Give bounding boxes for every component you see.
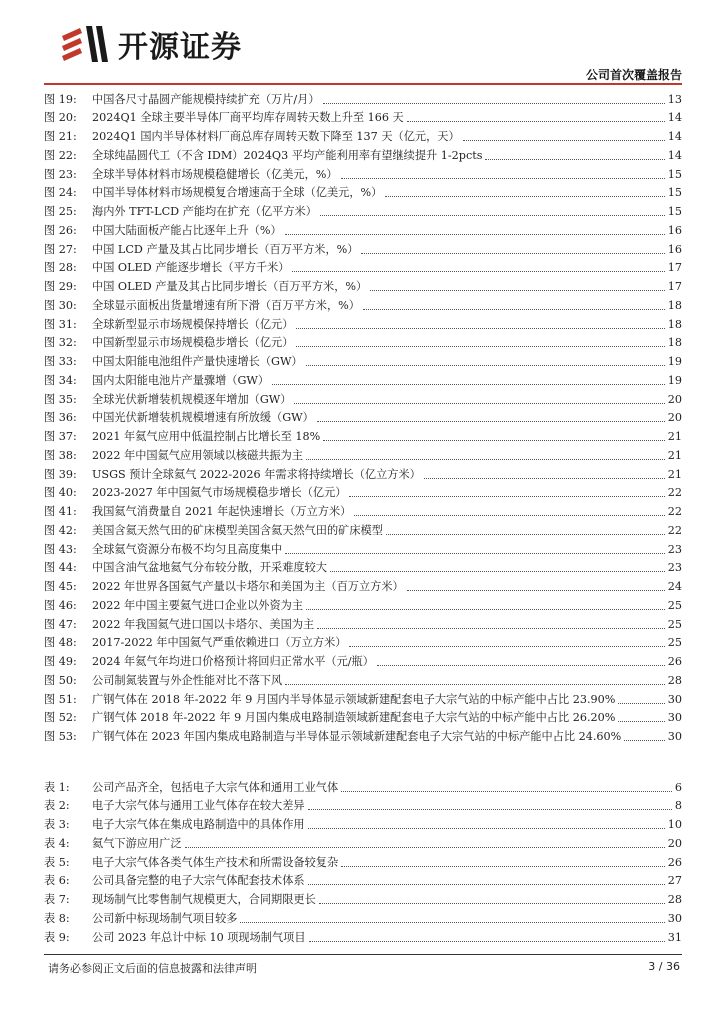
figure-number: 图 47: (44, 617, 77, 631)
figure-title: 中国新型显示市场规模稳步增长（亿元） (92, 336, 294, 350)
figure-title: 国内太阳能电池片产量骤增（GW） (92, 373, 270, 387)
dot-leader (309, 940, 665, 942)
figure-page-number: 19 (667, 373, 682, 387)
figure-entry[interactable] (44, 726, 682, 745)
dot-leader (363, 308, 665, 310)
figure-number: 图 21: (44, 130, 77, 144)
figure-page-number: 15 (667, 167, 682, 181)
figure-entry[interactable] (44, 444, 682, 463)
figure-number: 图 48: (44, 636, 77, 650)
figure-page-number: 15 (667, 186, 682, 200)
figure-number: 图 50: (44, 673, 77, 687)
dot-leader (407, 120, 665, 122)
figure-number: 图 19: (44, 92, 77, 106)
footer-disclaimer: 请务必参阅正文后面的信息披露和法律声明 (48, 962, 257, 975)
table-entry[interactable] (44, 776, 682, 795)
figure-number: 图 24: (44, 186, 77, 200)
dot-leader (317, 627, 665, 629)
table-entry[interactable] (44, 889, 682, 908)
page-header (0, 0, 724, 84)
figure-page-number: 30 (667, 692, 682, 706)
figure-page-number: 23 (667, 561, 682, 575)
dot-leader (624, 739, 664, 741)
figure-title: 全球光伏新增装机规模逐年增加（GW） (92, 392, 292, 406)
figure-entry[interactable] (44, 576, 682, 595)
dot-leader (323, 439, 664, 441)
dot-leader (285, 233, 665, 235)
table-entry[interactable] (44, 870, 682, 889)
table-entry[interactable] (44, 832, 682, 851)
figure-entry[interactable] (44, 538, 682, 557)
figure-page-number: 17 (667, 261, 682, 275)
figure-page-number: 21 (667, 467, 682, 481)
figure-number: 图 41: (44, 505, 77, 519)
figure-number: 图 28: (44, 261, 77, 275)
figure-title: 2022 年中国氦气应用领域以核磁共振为主 (92, 448, 304, 462)
table-entry[interactable] (44, 926, 682, 945)
dot-leader (319, 902, 665, 904)
dot-leader (285, 683, 665, 685)
dot-leader (349, 495, 664, 497)
figure-number: 图 37: (44, 430, 77, 444)
dot-leader (377, 664, 665, 666)
figure-number: 图 44: (44, 561, 77, 575)
table-title: 电子大宗气体在集成电路制造中的具体作用 (92, 818, 305, 832)
figure-number: 图 26: (44, 223, 77, 237)
figure-number: 图 27: (44, 242, 77, 256)
figure-number: 图 35: (44, 392, 77, 406)
dot-leader (341, 177, 665, 179)
table-title: 氦气下游应用广泛 (92, 836, 182, 850)
figure-number: 图 34: (44, 373, 77, 387)
figure-page-number: 18 (667, 298, 682, 312)
table-page-number: 8 (674, 799, 682, 813)
dot-leader (296, 345, 664, 347)
figure-page-number: 18 (667, 317, 682, 331)
figure-number: 图 46: (44, 598, 77, 612)
dot-leader (341, 865, 665, 867)
table-entry[interactable] (44, 814, 682, 833)
figure-number: 图 36: (44, 411, 77, 425)
figure-title: 广钢气体在 2018 年-2022 年 9 月国内半导体显示领域新建配套电子大宗气站的中标产能中占比 23.90% (92, 692, 616, 706)
table-page-number: 31 (667, 930, 682, 944)
figure-page-number: 18 (667, 336, 682, 350)
dot-leader (308, 808, 672, 810)
table-title: 公司新中标现场制气项目较多 (92, 911, 238, 925)
figure-entry[interactable] (44, 669, 682, 688)
figure-page-number: 16 (667, 242, 682, 256)
figure-entry[interactable] (44, 313, 682, 332)
figure-entry[interactable] (44, 182, 682, 201)
table-title: 公司产品齐全，包括电子大宗气体和通用工业气体 (92, 780, 339, 794)
header-divider (44, 83, 682, 85)
figure-page-number: 20 (667, 411, 682, 425)
logo-text: 开源证券 (118, 30, 242, 65)
table-entry[interactable] (44, 851, 682, 870)
figure-entry[interactable] (44, 351, 682, 370)
table-number: 表 3: (44, 818, 70, 832)
figure-title: 2022 年中国主要氦气进口企业以外资为主 (92, 598, 304, 612)
footer-divider (44, 954, 682, 955)
figure-page-number: 15 (667, 205, 682, 219)
figure-page-number: 21 (667, 430, 682, 444)
figure-entry[interactable] (44, 107, 682, 126)
table-entry[interactable] (44, 795, 682, 814)
figure-title: 全球显示面板出货量增速有所下滑（百万平方米，%） (92, 298, 360, 312)
figure-number: 图 52: (44, 711, 77, 725)
figure-entry[interactable] (44, 294, 682, 313)
figure-page-number: 20 (667, 392, 682, 406)
table-page-number: 30 (667, 911, 682, 925)
figure-title: 全球新型显示市场规模保持增长（亿元） (92, 317, 294, 331)
table-number: 表 1: (44, 780, 70, 794)
table-title: 现场制气比零售制气规模更大，合同期限更长 (92, 893, 316, 907)
figure-entry[interactable] (44, 426, 682, 445)
dot-leader (386, 533, 665, 535)
figure-title: 全球氦气资源分布极不均匀且高度集中 (92, 542, 283, 556)
table-page-number: 26 (667, 855, 682, 869)
figure-entry[interactable] (44, 707, 682, 726)
figure-page-number: 22 (667, 523, 682, 537)
dot-leader (349, 645, 664, 647)
table-number: 表 6: (44, 874, 70, 888)
figure-title: 中国太阳能电池组件产量快速增长（GW） (92, 355, 303, 369)
figure-entry[interactable] (44, 501, 682, 520)
figure-entry[interactable] (44, 276, 682, 295)
table-number: 表 9: (44, 930, 70, 944)
dot-leader (306, 608, 665, 610)
figure-entry[interactable] (44, 388, 682, 407)
figure-number: 图 33: (44, 355, 77, 369)
figure-number: 图 45: (44, 580, 77, 594)
figure-page-number: 30 (667, 730, 682, 744)
figure-entry[interactable] (44, 407, 682, 426)
dot-leader (618, 720, 664, 722)
figure-title: 2024Q1 国内半导体材料厂商总库存周转天数下降至 137 天（亿元，天） (92, 130, 460, 144)
figure-number: 图 31: (44, 317, 77, 331)
dot-leader (407, 589, 665, 591)
figure-page-number: 23 (667, 542, 682, 556)
figure-number: 图 43: (44, 542, 77, 556)
figure-page-number: 22 (667, 486, 682, 500)
figure-entry[interactable] (44, 238, 682, 257)
figure-title: 中国大陆面板产能占比逐年上升（%） (92, 223, 282, 237)
figure-entry[interactable] (44, 594, 682, 613)
dot-leader (361, 252, 664, 254)
figure-title: 2017-2022 年中国氦气严重依赖进口（万立方米） (92, 636, 347, 650)
figure-entry[interactable] (44, 482, 682, 501)
figure-number: 图 25: (44, 205, 77, 219)
figure-title: 全球纯晶圆代工（不含 IDM）2024Q3 平均产能利用率有望继续提升 1-2pcts (92, 148, 483, 162)
dot-leader (185, 846, 665, 848)
figure-title: 广钢气体 2018 年-2022 年 9 月国内集成电路制造领域新建配套电子大宗气站的中标产能中占比 26.20% (92, 711, 616, 725)
figure-page-number: 21 (667, 448, 682, 462)
figure-title: 中国 OLED 产量及其占比同步增长（百万平方米，%） (92, 280, 368, 294)
company-logo (58, 22, 242, 66)
figure-entry[interactable] (44, 163, 682, 182)
figure-page-number: 16 (667, 223, 682, 237)
figure-number: 图 53: (44, 730, 77, 744)
figure-title: 中国光伏新增装机规模增速有所放缓（GW） (92, 411, 314, 425)
figure-title: 公司制氮装置与外企性能对比不落下风 (92, 673, 283, 687)
figure-title: 2022 年我国氦气进口国以卡塔尔、美国为主 (92, 617, 315, 631)
figure-number: 图 23: (44, 167, 77, 181)
figure-number: 图 20: (44, 111, 77, 125)
figure-entry[interactable] (44, 369, 682, 388)
table-title: 电子大宗气体各类气体生产技术和所需设备较复杂 (92, 855, 339, 869)
dot-leader (463, 139, 665, 141)
figure-page-number: 14 (667, 130, 682, 144)
figure-entry[interactable] (44, 332, 682, 351)
dot-leader (294, 402, 664, 404)
figure-page-number: 17 (667, 280, 682, 294)
figure-title: 2021 年氦气应用中低温控制占比增长至 18% (92, 430, 321, 444)
dot-leader (370, 289, 665, 291)
figure-page-number: 25 (667, 598, 682, 612)
table-title: 电子大宗气体与通用工业气体存在较大差异 (92, 799, 305, 813)
figure-title: USGS 预计全球氦气 2022-2026 年需求将持续增长（亿立方米） (92, 467, 421, 481)
figure-entry[interactable] (44, 688, 682, 707)
figure-number: 图 40: (44, 486, 77, 500)
dot-leader (618, 702, 664, 704)
figure-title: 2024 年氦气年均进口价格预计将回归正常水平（元/瓶） (92, 655, 374, 669)
table-entry[interactable] (44, 907, 682, 926)
table-page-number: 27 (667, 874, 682, 888)
table-page-number: 10 (667, 818, 682, 832)
figure-entry[interactable] (44, 651, 682, 670)
dot-leader (285, 552, 665, 554)
figure-page-number: 14 (667, 111, 682, 125)
dot-leader (385, 195, 664, 197)
figure-title: 中国 LCD 产量及其占比同步增长（百万平方米，%） (92, 242, 359, 256)
figure-number: 图 49: (44, 655, 77, 669)
dot-leader (320, 214, 665, 216)
figure-number: 图 22: (44, 148, 77, 162)
figure-number: 图 32: (44, 336, 77, 350)
dot-leader (272, 383, 665, 385)
figure-number: 图 38: (44, 448, 77, 462)
dot-leader (424, 477, 665, 479)
figure-page-number: 24 (667, 580, 682, 594)
dot-leader (306, 458, 665, 460)
figure-page-number: 28 (667, 673, 682, 687)
figure-number: 图 42: (44, 523, 77, 537)
figure-entry[interactable] (44, 144, 682, 163)
figure-title: 中国含油气盆地氦气分布较分散，开采难度较大 (92, 561, 327, 575)
figure-entry[interactable] (44, 613, 682, 632)
figure-title: 中国半导体材料市场规模复合增速高于全球（亿美元，%） (92, 186, 383, 200)
figure-entry[interactable] (44, 557, 682, 576)
figure-page-number: 26 (667, 655, 682, 669)
table-number: 表 2: (44, 799, 70, 813)
figure-title: 中国 OLED 产能逐步增长（平方千米） (92, 261, 290, 275)
dot-leader (354, 514, 664, 516)
table-number: 表 4: (44, 836, 70, 850)
figure-title: 2023-2027 年中国氦气市场规模稳步增长（亿元） (92, 486, 347, 500)
figure-page-number: 19 (667, 355, 682, 369)
figure-number: 图 39: (44, 467, 77, 481)
figure-title: 中国各尺寸晶圆产能规模持续扩充（万片/月） (92, 92, 320, 106)
table-page-number: 20 (667, 836, 682, 850)
dot-leader (323, 102, 665, 104)
figure-entry[interactable] (44, 519, 682, 538)
dot-leader (306, 364, 665, 366)
figure-title: 2022 年世界各国氦气产量以卡塔尔和美国为主（百万立方米） (92, 580, 404, 594)
figure-entry[interactable] (44, 88, 682, 107)
figure-title: 2024Q1 全球主要半导体厂商平均库存周转天数上升至 166 天 (92, 111, 404, 125)
dot-leader (296, 327, 664, 329)
table-title: 公司具备完整的电子大宗气体配套技术体系 (92, 874, 305, 888)
figure-page-number: 25 (667, 617, 682, 631)
table-title: 公司 2023 年总计中标 10 项现场制气项目 (92, 930, 306, 944)
table-number: 表 7: (44, 893, 70, 907)
figure-page-number: 30 (667, 711, 682, 725)
figure-entry[interactable] (44, 201, 682, 220)
dot-leader (317, 420, 665, 422)
figure-page-number: 25 (667, 636, 682, 650)
figure-title: 全球半导体材料市场规模稳健增长（亿美元，%） (92, 167, 338, 181)
figure-number: 图 29: (44, 280, 77, 294)
report-type-label: 公司首次覆盖报告 (585, 68, 682, 82)
table-number: 表 5: (44, 855, 70, 869)
dot-leader (308, 883, 665, 885)
figure-entry[interactable] (44, 126, 682, 145)
page-number: 3 / 36 (648, 960, 680, 973)
figure-page-number: 14 (667, 148, 682, 162)
table-number: 表 8: (44, 911, 70, 925)
table-page-number: 28 (667, 893, 682, 907)
figure-entry[interactable] (44, 257, 682, 276)
dot-leader (485, 158, 664, 160)
figure-entry[interactable] (44, 219, 682, 238)
figure-number: 图 51: (44, 692, 77, 706)
kaiyuan-logo-icon (58, 22, 112, 66)
figure-entry[interactable] (44, 632, 682, 651)
figure-title: 美国含氦天然气田的矿床模型美国含氦天然气田的矿床模型 (92, 523, 383, 537)
figure-page-number: 13 (667, 92, 682, 106)
figure-title: 海内外 TFT-LCD 产能均在扩充（亿平方米） (92, 205, 317, 219)
dot-leader (341, 790, 672, 792)
figure-number: 图 30: (44, 298, 77, 312)
dot-leader (292, 270, 664, 272)
figure-entry[interactable] (44, 463, 682, 482)
dot-leader (240, 921, 664, 923)
figure-page-number: 22 (667, 505, 682, 519)
dot-leader (308, 827, 665, 829)
table-page-number: 6 (674, 780, 682, 794)
figure-title: 我国氦气消费量自 2021 年起快速增长（万立方米） (92, 505, 352, 519)
figure-title: 广钢气体在 2023 年国内集成电路制造与半导体显示领域新建配套电子大宗气站的中标产能中占比 24.60% (92, 730, 622, 744)
dot-leader (330, 570, 665, 572)
